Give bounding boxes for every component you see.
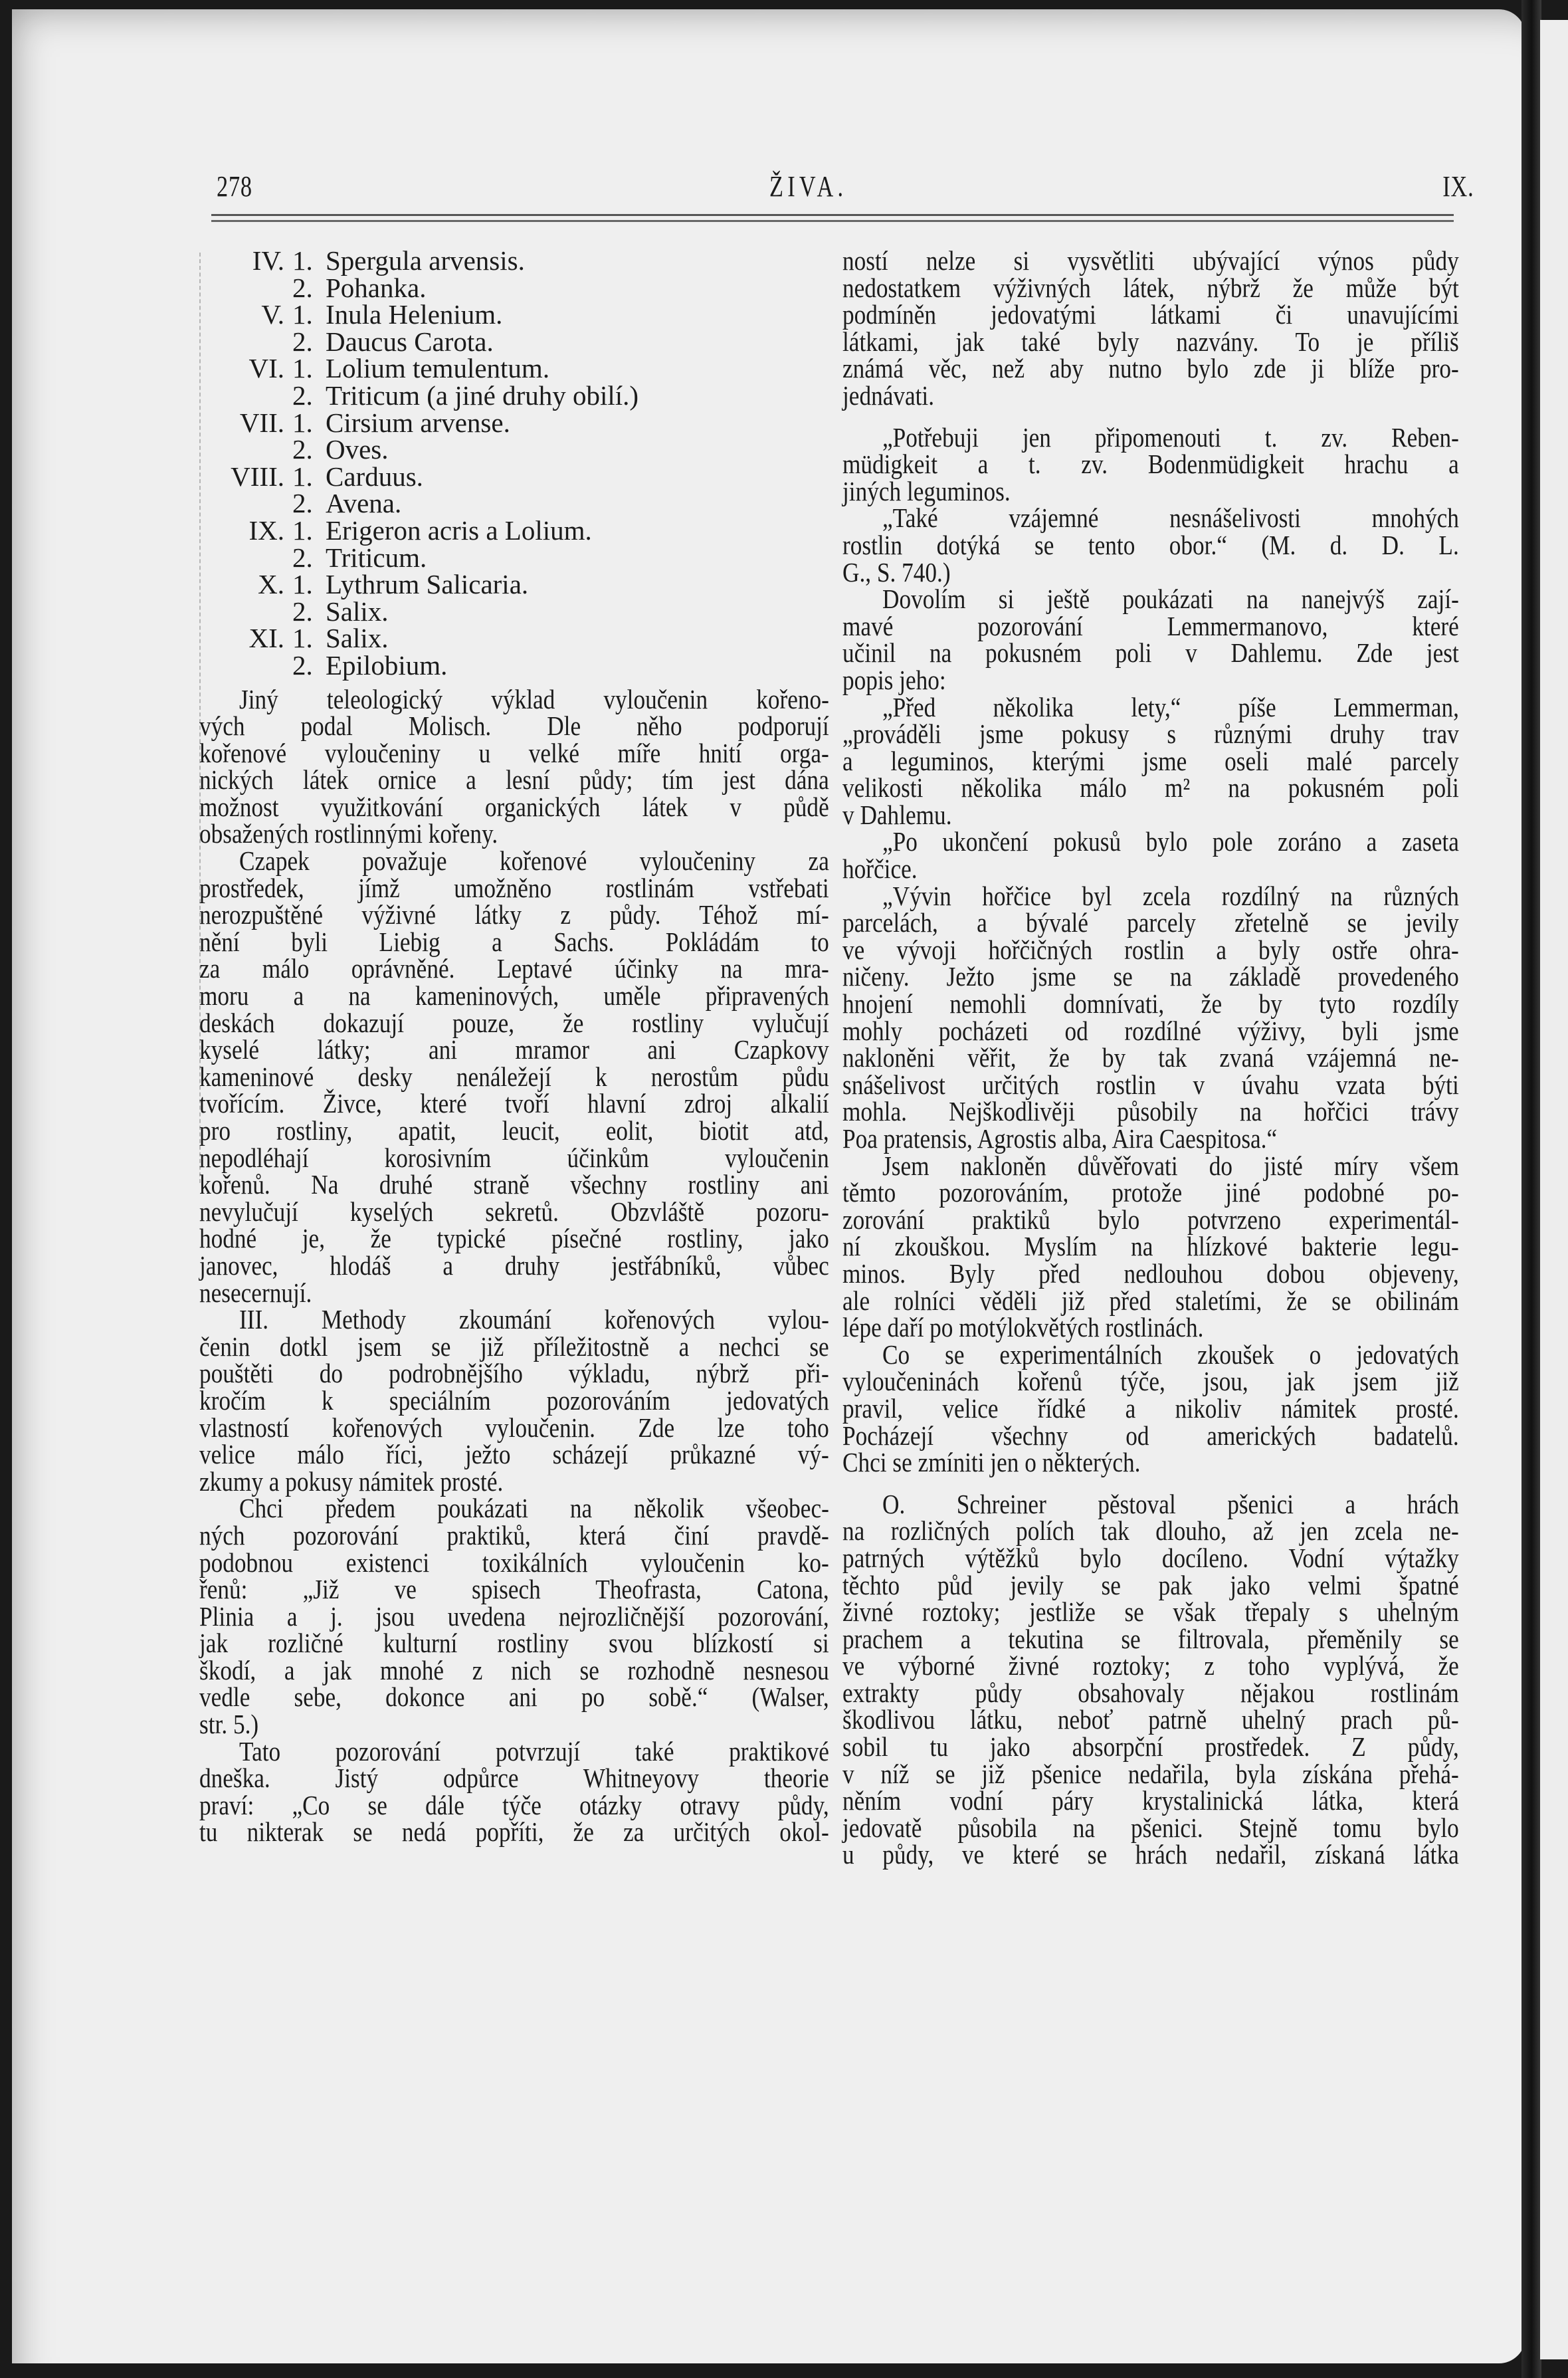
text-line <box>842 936 1460 964</box>
line-text: „Také vzájemné nesnášelivosti mnohých <box>882 502 1459 534</box>
text-line <box>842 1341 1460 1368</box>
species-name: Epilobium. <box>326 649 448 681</box>
text-line <box>199 1765 831 1792</box>
text-line <box>199 791 831 822</box>
species-list-item <box>199 328 831 356</box>
text-line <box>842 556 1460 588</box>
line-text: Poa pratensis, Agrostis alba, Aira Caespitosa.“ <box>842 1123 1278 1154</box>
line-text: pouštěti do podrobnějšího výkladu, nýbrž při- <box>199 1358 829 1389</box>
line-text: kyselé látky; ani mramor ani Czapkovy <box>199 1034 829 1065</box>
text-line <box>199 1360 831 1387</box>
line-text: jiných leguminos. <box>842 475 1011 506</box>
list-roman-numeral: VII. <box>239 407 284 438</box>
list-roman-numeral: VIII. <box>231 461 284 492</box>
line-text: sobil tu jako absorpční prostředek. Z půdy, <box>842 1731 1459 1763</box>
line-text: jak rozličné kulturní rostliny svou blízkostí si <box>199 1628 829 1659</box>
text-line <box>842 639 1460 667</box>
species-name: Lythrum Salicaria. <box>326 569 529 600</box>
line-text: za málo oprávněné. Leptavé účinky na mra- <box>199 953 829 984</box>
line-text: mohly pocházeti od rozdílné výživy, byli jsme <box>842 1015 1459 1046</box>
line-text: obsažených rostlinnými kořeny. <box>199 818 498 849</box>
species-list-item <box>199 355 831 382</box>
text-line <box>199 928 831 956</box>
line-text: kořenů. Na druhé straně všechny rostliny ani <box>199 1169 829 1200</box>
list-number: 1. <box>292 299 313 330</box>
line-text: podmíněn jedovatými látkami či unavujícími <box>842 299 1459 330</box>
line-text: parcelách, a bývalé parcely zřetelně se jevily <box>842 907 1459 938</box>
text-line <box>842 1152 1460 1180</box>
line-text: na rozličných polích tak dlouho, až jen zcela ne- <box>842 1515 1459 1547</box>
line-text: kameninové desky nenáležejí k nerostům půdu <box>199 1061 829 1092</box>
text-line <box>199 1171 831 1198</box>
line-text: müdigkeit a t. zv. Bodenmüdigkeit hrachu a <box>842 449 1459 480</box>
line-text: ností nelze si vysvětliti ubývající výnos půdy <box>842 245 1459 276</box>
text-line <box>842 421 1460 453</box>
text-line <box>199 1225 831 1252</box>
line-text: učinil na pokusném poli v Dahlemu. Zde jest <box>842 637 1459 669</box>
left-column-text <box>199 683 831 1848</box>
text-line <box>199 1735 831 1767</box>
line-text: v Dahlemu. <box>842 799 952 830</box>
text-line <box>199 1519 831 1551</box>
text-line <box>842 1287 1460 1315</box>
text-line <box>842 1392 1460 1424</box>
text-line <box>199 1600 831 1632</box>
text-line <box>199 1036 831 1063</box>
text-line <box>842 909 1460 936</box>
text-line <box>842 301 1460 328</box>
line-text: Plinia a j. jsou uvedena nejrozličnější pozorování, <box>199 1600 829 1632</box>
text-line <box>199 1249 831 1281</box>
text-line <box>842 1517 1460 1545</box>
text-line <box>199 1306 831 1333</box>
species-name: Triticum (a jiné druhy obilí.) <box>326 379 639 411</box>
text-line <box>199 1465 831 1497</box>
list-number: 2. <box>292 542 313 573</box>
line-text: škodlivou látku, neboť patrně uhelný prach pů- <box>842 1704 1459 1735</box>
text-line <box>842 1758 1460 1789</box>
line-text: Chci předem poukázati na několik všeobec- <box>239 1493 829 1524</box>
text-line <box>842 1449 1460 1476</box>
text-line <box>199 1007 831 1038</box>
line-text: známá věc, než aby nutno bylo zde ji blíže pro- <box>842 353 1459 384</box>
line-text: prachem a tekutina se filtrovala, přeměnily se <box>842 1623 1459 1654</box>
list-roman-numeral: V. <box>261 299 284 330</box>
line-text: mavé pozorování Lemmermanovo, které <box>842 610 1459 641</box>
line-text: v níž se již pšenice nedařila, byla získána přehá- <box>842 1758 1459 1789</box>
text-line <box>842 529 1460 560</box>
line-text: možnost využitkování organických látek v půdě <box>199 791 829 822</box>
text-line <box>842 963 1460 990</box>
line-text: hořčice. <box>842 853 918 885</box>
text-line <box>199 1063 831 1091</box>
line-text: III. Methody zkoumání kořenových vylou- <box>239 1304 829 1335</box>
text-line <box>199 982 831 1010</box>
list-roman-numeral: IV. <box>252 245 284 276</box>
list-number: 2. <box>292 649 313 681</box>
line-text: moru a na kameninových, uměle připravených <box>199 980 829 1012</box>
species-list-item <box>199 514 831 546</box>
text-line <box>199 1441 831 1468</box>
species-list-item <box>199 463 831 490</box>
line-text: kořenové vyloučeniny u velké míře hnití orga- <box>199 737 829 768</box>
text-line <box>842 1652 1460 1679</box>
text-line <box>199 712 831 740</box>
text-line <box>842 1015 1460 1046</box>
text-line <box>842 586 1460 613</box>
line-text: popis jeho: <box>842 664 946 695</box>
line-text: dneška. Jistý odpůrce Whitneyovy theorie <box>199 1763 829 1794</box>
species-list-item <box>199 409 831 437</box>
species-list-item <box>199 490 831 517</box>
line-text: „Vývin hořčice byl zcela rozdílný na různých <box>882 880 1459 911</box>
text-line <box>199 1630 831 1657</box>
species-list-item <box>199 649 831 681</box>
line-text: velice málo říci, ježto scházejí průkazné vý- <box>199 1439 829 1470</box>
line-text: Czapek považuje kořenové vyloučeniny za <box>239 845 829 877</box>
line-text: nepodléhají korosivním účinkům vyloučenin <box>199 1142 829 1173</box>
list-number: 1. <box>292 514 313 546</box>
text-line <box>199 1818 831 1846</box>
list-number: 1. <box>292 245 313 276</box>
species-list-item <box>199 274 831 302</box>
list-number: 1. <box>292 353 313 384</box>
line-text: vedle sebe, dokonce ani po sobě.“ (Walser, <box>199 1681 829 1713</box>
text-line <box>842 610 1460 641</box>
line-text: lépe daří po motýlokvětých rostlinách. <box>842 1312 1204 1343</box>
line-text: „Potřebuji jen připomenouti t. zv. Reben- <box>882 421 1459 453</box>
species-name: Salix. <box>326 623 389 654</box>
line-text: nevylučují kyselých sekretů. Obzvláště pozoru- <box>199 1196 829 1227</box>
right-column-text <box>842 247 1460 1868</box>
line-text: ničeny. Ježto jsme se na základě provedeného <box>842 961 1459 992</box>
text-line <box>842 799 1460 830</box>
species-name: Oves. <box>326 434 389 465</box>
text-line <box>842 1679 1460 1707</box>
list-roman-numeral: XI. <box>248 623 284 654</box>
text-line <box>842 1814 1460 1842</box>
text-line <box>199 1117 831 1144</box>
line-text: Tato pozorování potvrzují také praktikové <box>239 1735 829 1767</box>
species-name: Inula Helenium. <box>326 299 503 330</box>
line-text: Jiný teleologický výklad vyloučenin kořeno- <box>239 683 829 714</box>
volume-number: IX. <box>1442 170 1474 203</box>
line-text: pro rostliny, apatit, leucit, eolit, biotit atd, <box>199 1115 829 1146</box>
text-line <box>842 1488 1460 1519</box>
line-text: zorování praktiků bylo potvrzeno experimentál- <box>842 1204 1459 1235</box>
line-text: pravil, velice řídké a nikoliv námitek prosté. <box>842 1392 1459 1424</box>
line-text: nesecernují. <box>199 1277 312 1308</box>
species-name: Carduus. <box>326 461 423 492</box>
species-list-item <box>199 301 831 328</box>
text-line <box>199 683 831 714</box>
line-text: Chci se zmíniti jen o některých. <box>842 1447 1141 1478</box>
text-line <box>842 1257 1460 1289</box>
text-line <box>842 1422 1460 1450</box>
text-line <box>199 820 831 847</box>
header-double-rule <box>211 214 1454 222</box>
species-list-item <box>199 436 831 463</box>
line-text: těmto pozorováním, protože jiné podobné po- <box>842 1177 1459 1208</box>
line-text: něním vodní páry krystalinická látka, která <box>842 1785 1459 1816</box>
line-text: kročím k speciálním pozorováním jedovatých <box>199 1384 829 1416</box>
text-line <box>199 1414 831 1442</box>
line-text: snášelivost určitých rostlin v úvahu vzata býti <box>842 1069 1459 1100</box>
species-name: Spergula arvensis. <box>326 245 525 276</box>
line-text: O. Schreiner pěstoval pšenici a hrách <box>882 1488 1459 1519</box>
text-line <box>199 1198 831 1226</box>
list-number: 2. <box>292 595 313 627</box>
text-line <box>199 1789 831 1820</box>
line-text: škodí, a jak mnohé z nich se rozhodně nesnesou <box>199 1654 829 1685</box>
line-text: ných pozorování praktiků, která činí pravdě- <box>199 1519 829 1551</box>
line-text: řenů: „Již ve spisech Theofrasta, Catona, <box>199 1574 829 1605</box>
line-text: nakloněni věřit, že by tak zvaná vzájemná ne- <box>842 1042 1459 1073</box>
species-name: Lolium temulentum. <box>326 353 550 384</box>
species-list <box>199 247 831 686</box>
line-text: vých podal Molisch. Dle něho podporují <box>199 710 829 742</box>
list-roman-numeral: X. <box>258 569 284 600</box>
text-line <box>199 1711 831 1738</box>
text-line <box>842 664 1460 695</box>
list-number: 1. <box>292 407 313 438</box>
left-column <box>199 247 831 1846</box>
line-text: Pocházejí všechny od amerických badatelů. <box>842 1420 1459 1451</box>
book-gutter <box>1521 0 1541 2378</box>
page-number: 278 <box>217 170 252 203</box>
text-line <box>842 1368 1460 1395</box>
text-line <box>842 1044 1460 1071</box>
text-line <box>842 1125 1460 1152</box>
text-line <box>199 737 831 768</box>
text-line <box>842 828 1460 855</box>
line-text: hodné je, že typické písečné rostliny, jako <box>199 1223 829 1254</box>
line-text: nických látek ornice a lesní půdy; tím jest dána <box>199 764 829 796</box>
species-list-item <box>199 595 831 627</box>
text-line <box>842 1098 1460 1125</box>
species-list-item <box>199 247 831 274</box>
text-line <box>842 990 1460 1018</box>
line-text: látkami, jak také byly nazvány. To je příliš <box>842 326 1459 357</box>
species-name: Erigeron acris a Lolium. <box>326 514 592 546</box>
line-text: a leguminos, kterými jsme oseli malé parcely <box>842 745 1459 776</box>
text-line <box>842 720 1460 748</box>
text-line <box>199 766 831 794</box>
line-text: „Po ukončení pokusů bylo pole zoráno a zaseta <box>882 826 1459 857</box>
text-line <box>199 1549 831 1576</box>
line-text: „Před několika lety,“ píše Lemmerman, <box>882 691 1459 722</box>
text-line <box>842 774 1460 802</box>
list-number: 1. <box>292 623 313 654</box>
line-text: G., S. 740.) <box>842 556 951 588</box>
text-line <box>199 1576 831 1603</box>
list-number: 2. <box>292 434 313 465</box>
text-line <box>842 1206 1460 1234</box>
text-line <box>842 328 1460 356</box>
species-name: Triticum. <box>326 542 427 573</box>
list-number: 1. <box>292 461 313 492</box>
text-line <box>842 379 1460 411</box>
species-list-item <box>199 544 831 572</box>
species-name: Pohanka. <box>326 272 427 303</box>
text-line <box>199 955 831 982</box>
line-text: nerozpuštěné výživné látky z půdy. Téhož mí- <box>199 899 829 930</box>
line-text: tvořícím. Živce, které tvoří hlavní zdroj alkalií <box>199 1088 829 1119</box>
text-line <box>199 1654 831 1685</box>
list-number: 2. <box>292 272 313 303</box>
line-text: extrakty půdy obsahovaly nějakou rostlinám <box>842 1677 1459 1708</box>
line-text: tu nikterak se nedá popříti, že za určitých okol- <box>199 1816 829 1848</box>
line-text: Co se experimentálních zkoušek o jedovatých <box>882 1339 1459 1370</box>
species-name: Avena. <box>326 488 402 519</box>
text-line <box>199 1384 831 1416</box>
line-text: ve vývoji hořčičných rostlin a byly ostře ohra- <box>842 934 1459 965</box>
list-number: 2. <box>292 379 313 411</box>
line-text: patrných výtěžků bylo docíleno. Vodní výtažky <box>842 1542 1459 1573</box>
species-name: Cirsium arvense. <box>326 407 510 438</box>
journal-title: ŽIVA. <box>769 170 848 203</box>
text-line <box>199 872 831 903</box>
text-line <box>842 1179 1460 1206</box>
line-text: jednávati. <box>842 379 935 411</box>
line-text: ale rolníci věděli již před staletími, že se obilinám <box>842 1285 1459 1316</box>
text-line <box>199 847 831 875</box>
line-text: vlastností kořenových vyloučenin. Zde lze toho <box>199 1412 829 1443</box>
text-line <box>842 1706 1460 1733</box>
species-list-item <box>199 571 831 598</box>
list-number: 1. <box>292 569 313 600</box>
line-text: zkumy a pokusy námitek prosté. <box>199 1465 504 1497</box>
list-number: 2. <box>292 488 313 519</box>
text-line <box>199 1683 831 1711</box>
line-text: nění byli Liebig a Sachs. Pokládám to <box>199 926 829 957</box>
line-text: prostředek, jímž umožněno rostlinám vstřebati <box>199 872 829 903</box>
text-line <box>842 1314 1460 1341</box>
text-line <box>842 1233 1460 1260</box>
line-text: praví: „Co se dále týče otázky otravy půdy, <box>199 1789 829 1820</box>
text-line <box>842 451 1460 478</box>
text-line <box>842 247 1460 274</box>
right-column <box>842 247 1460 1868</box>
text-line <box>842 504 1460 532</box>
species-list-item <box>199 625 831 652</box>
line-text: „prováděli jsme pokusy s různými druhy trav <box>842 718 1459 750</box>
text-line <box>842 880 1460 911</box>
text-line <box>199 1144 831 1172</box>
line-text: živné roztoky; jestliže se však třepaly s uhelným <box>842 1596 1459 1628</box>
species-name: Salix. <box>326 595 389 627</box>
species-name: Daucus Carota. <box>326 326 494 357</box>
list-roman-numeral: IX. <box>248 514 284 546</box>
line-text: podobnou existenci toxikálních vyloučenin ko- <box>199 1547 829 1578</box>
line-text: minos. Byly před nedlouhou dobou objeveny, <box>842 1257 1459 1289</box>
line-text: vyloučeninách kořenů týče, jsou, jak jsem již <box>842 1366 1459 1397</box>
text-line <box>842 1071 1460 1099</box>
text-line <box>842 355 1460 382</box>
text-line <box>199 1333 831 1360</box>
line-text: deskách dokazují pouze, že rostliny vylučují <box>199 1007 829 1038</box>
list-number: 2. <box>292 326 313 357</box>
text-line <box>842 274 1460 302</box>
line-text: Dovolím si ještě poukázati na nanejvýš zají- <box>882 584 1459 615</box>
line-text: Jsem nakloněn důvěřovati do jisté míry všem <box>882 1150 1459 1181</box>
text-line <box>199 901 831 928</box>
list-roman-numeral: VI. <box>248 353 284 384</box>
line-text: rostlin dotýká se tento obor.“ (M. d. D. L. <box>842 529 1459 560</box>
text-line <box>842 1542 1460 1573</box>
line-text: čenin dotkl jsem se již příležitostně a nechci se <box>199 1331 829 1362</box>
line-text: nedostatkem výživných látek, nýbrž že může být <box>842 272 1459 303</box>
line-text: ve výborné živné roztoky; z toho vyplývá, že <box>842 1650 1459 1681</box>
species-list-item <box>199 379 831 411</box>
line-text: hnojení nemohli domnívati, že by tyto rozdíly <box>842 988 1459 1020</box>
text-line <box>842 1569 1460 1600</box>
text-line <box>842 475 1460 506</box>
text-line <box>199 1279 831 1307</box>
text-line <box>842 745 1460 776</box>
text-line <box>842 691 1460 722</box>
running-header <box>211 169 1474 209</box>
line-text: u půdy, ve které se hrách nedařil, získaná látka <box>842 1839 1459 1870</box>
text-line <box>842 1623 1460 1654</box>
line-text: velikosti několika málo m² na pokusném poli <box>842 772 1459 804</box>
text-line <box>842 1787 1460 1814</box>
line-text: mohla. Nejškodlivěji působily na hořčici trávy <box>842 1096 1459 1127</box>
line-text: jedovatě působila na pšenici. Stejně tomu bylo <box>842 1812 1459 1843</box>
line-text: janovec, hlodáš a druhy jestřábníků, vůbec <box>199 1249 829 1281</box>
adjacent-page-edge <box>1540 20 1568 2359</box>
text-line <box>842 855 1460 883</box>
line-text: str. 5.) <box>199 1709 259 1740</box>
line-text: těchto půd jevily se pak jako velmi špatné <box>842 1569 1459 1600</box>
text-line <box>842 1841 1460 1868</box>
text-line <box>199 1090 831 1117</box>
text-line <box>842 1598 1460 1626</box>
text-line <box>199 1495 831 1522</box>
text-line <box>842 1733 1460 1761</box>
line-text: ní zkouškou. Myslím na hlízkové bakterie legu- <box>842 1231 1459 1262</box>
